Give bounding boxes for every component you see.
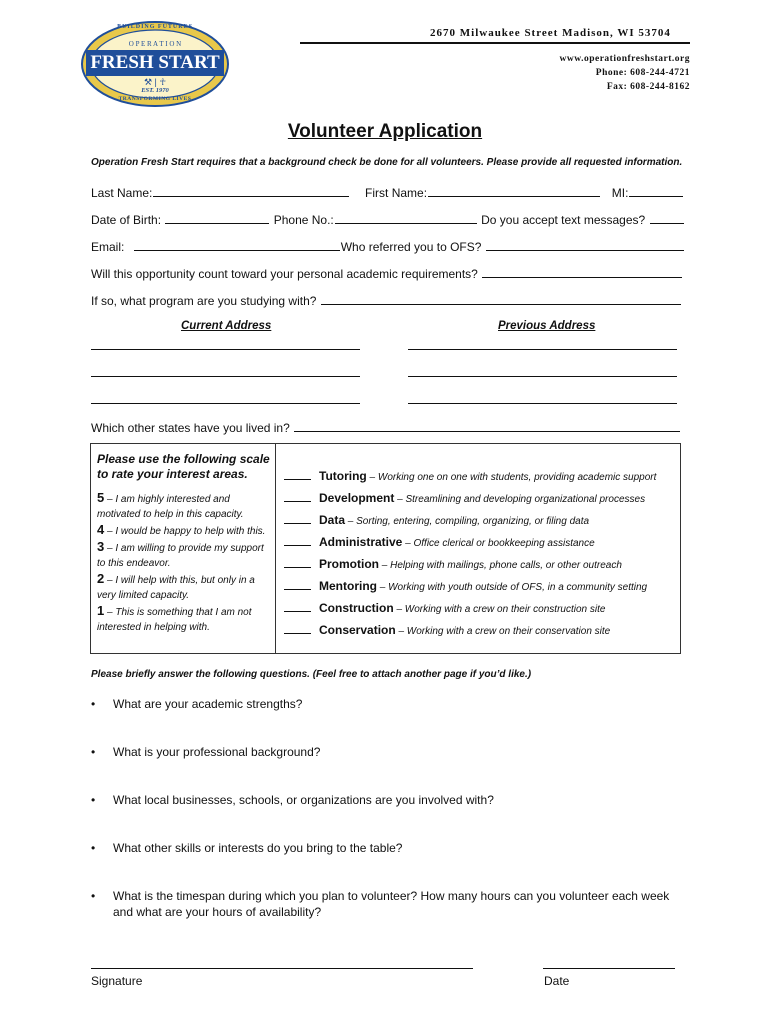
area-rating-field[interactable]	[284, 534, 311, 546]
bullet-icon: •	[91, 889, 96, 903]
signature-label: Signature	[91, 974, 143, 988]
phone-field[interactable]	[335, 211, 477, 224]
scale-column	[91, 444, 276, 653]
first-name-label: First Name:	[365, 186, 428, 200]
row-program	[91, 292, 682, 308]
texts-field[interactable]	[650, 211, 684, 224]
row-email	[91, 238, 685, 254]
logo	[80, 20, 230, 108]
area-rating-field[interactable]	[284, 622, 311, 634]
bullet-icon: •	[91, 793, 96, 807]
row-states	[91, 419, 681, 435]
program-label: If so, what program are you studying with?	[91, 294, 317, 308]
header-website[interactable]: www.operationfreshstart.org	[559, 54, 690, 64]
question-item: • What is your professional background?	[91, 745, 321, 759]
current-address-line-1[interactable]	[91, 349, 360, 350]
date-label: Date	[544, 974, 570, 988]
area-row: Development – Streamlining and developing organizational processes	[284, 490, 674, 512]
scale-item: 1 – This is something that I am not interested in helping with.	[97, 603, 252, 633]
header-phone: Phone: 608-244-4721	[595, 68, 690, 78]
area-row: Construction – Working with a crew on their construction site	[284, 600, 674, 622]
area-rating-field[interactable]	[284, 578, 311, 590]
header-fax: Fax: 608-244-8162	[606, 82, 690, 92]
logo-tools-icon: ⚒ | ☥	[143, 77, 167, 87]
mi-field[interactable]	[629, 184, 683, 197]
bullet-icon: •	[91, 841, 96, 855]
area-row: Mentoring – Working with youth outside of OFS, in a community setting	[284, 578, 674, 600]
question-item: • What local businesses, schools, or organizations are you involved with?	[91, 793, 494, 807]
academic-label: Will this opportunity count toward your personal academic requirements?	[91, 267, 478, 281]
header-rule	[300, 42, 690, 44]
questions-intro: Please briefly answer the following questions. (Feel free to attach another page if you’d like.)	[91, 669, 532, 680]
interest-table	[90, 443, 681, 654]
area-row: Tutoring – Working one on one with students, providing academic support	[284, 468, 674, 490]
email-label: Email:	[91, 240, 125, 254]
areas-column	[284, 468, 674, 644]
area-row: Promotion – Helping with mailings, phone calls, or other outreach	[284, 556, 674, 578]
dob-field[interactable]	[165, 211, 269, 224]
current-address-line-3[interactable]	[91, 403, 360, 404]
area-rating-field[interactable]	[284, 556, 311, 568]
signature-line[interactable]	[91, 968, 473, 969]
previous-address-line-2[interactable]	[408, 376, 677, 377]
page-title: Volunteer Application	[287, 121, 483, 142]
first-name-field[interactable]	[428, 184, 600, 197]
header-address: 2670 Milwaukee Street Madison, WI 53704	[430, 27, 671, 39]
logo-operation: O P E R A T I O N	[128, 40, 182, 48]
logo-arc-bottom: TRANSFORMING LIVES	[118, 96, 192, 102]
question-item: • What are your academic strengths?	[91, 697, 303, 711]
current-address-heading: Current Address	[181, 320, 272, 332]
intro-text: Operation Fresh Start requires that a background check be done for all volunteers. Please provide all requested information.	[91, 157, 683, 168]
dob-label: Date of Birth:	[91, 213, 162, 227]
scale-item: 2 – I will help with this, but only in a very limited capacity.	[97, 571, 255, 601]
scale-heading: Please use the following scale to rate your interest areas.	[97, 452, 270, 481]
scale-item: 5 – I am highly interested and motivated to help in this capacity.	[97, 490, 244, 520]
area-rating-field[interactable]	[284, 468, 311, 480]
area-row: Data – Sorting, entering, compiling, organizing, or filing data	[284, 512, 674, 534]
phone-label: Phone No.:	[273, 213, 334, 227]
referred-label: Who referred you to OFS?	[340, 240, 482, 254]
referred-field[interactable]	[486, 238, 684, 251]
logo-name: FRESH START	[90, 52, 220, 73]
question-item: • What is the timespan during which you plan to volunteer? How many hours can you volunteer each week and what are your hours of availability?	[91, 889, 670, 919]
previous-address-heading: Previous Address	[498, 320, 596, 332]
last-name-field[interactable]	[153, 184, 349, 197]
program-field[interactable]	[321, 292, 681, 305]
area-row: Conservation – Working with a crew on their conservation site	[284, 622, 674, 644]
date-line[interactable]	[543, 968, 675, 969]
bullet-icon: •	[91, 697, 96, 711]
texts-label: Do you accept text messages?	[481, 213, 646, 227]
current-address-line-2[interactable]	[91, 376, 360, 377]
logo-est: EST. 1970	[141, 87, 169, 94]
area-rating-field[interactable]	[284, 490, 311, 502]
email-field[interactable]	[134, 238, 340, 251]
scale-item: 3 – I am willing to provide my support to this endeavor.	[97, 539, 264, 569]
area-row: Administrative – Office clerical or bookkeeping assistance	[284, 534, 674, 556]
academic-field[interactable]	[482, 265, 682, 278]
row-academic	[91, 265, 683, 281]
last-name-label: Last Name:	[91, 186, 153, 200]
previous-address-line-3[interactable]	[408, 403, 677, 404]
scale-list	[97, 490, 271, 635]
header-contact	[450, 52, 690, 94]
mi-label: MI:	[611, 186, 629, 200]
states-field[interactable]	[294, 419, 680, 432]
logo-arc-top: BUILDING FUTURES	[117, 24, 193, 30]
area-rating-field[interactable]	[284, 600, 311, 612]
bullet-icon: •	[91, 745, 96, 759]
row-dob	[91, 211, 685, 227]
states-label: Which other states have you lived in?	[91, 421, 290, 435]
question-item: • What other skills or interests do you bring to the table?	[91, 841, 403, 855]
previous-address-line-1[interactable]	[408, 349, 677, 350]
row-name	[91, 184, 684, 200]
scale-item: 4 – I would be happy to help with this.	[97, 522, 266, 537]
area-rating-field[interactable]	[284, 512, 311, 524]
